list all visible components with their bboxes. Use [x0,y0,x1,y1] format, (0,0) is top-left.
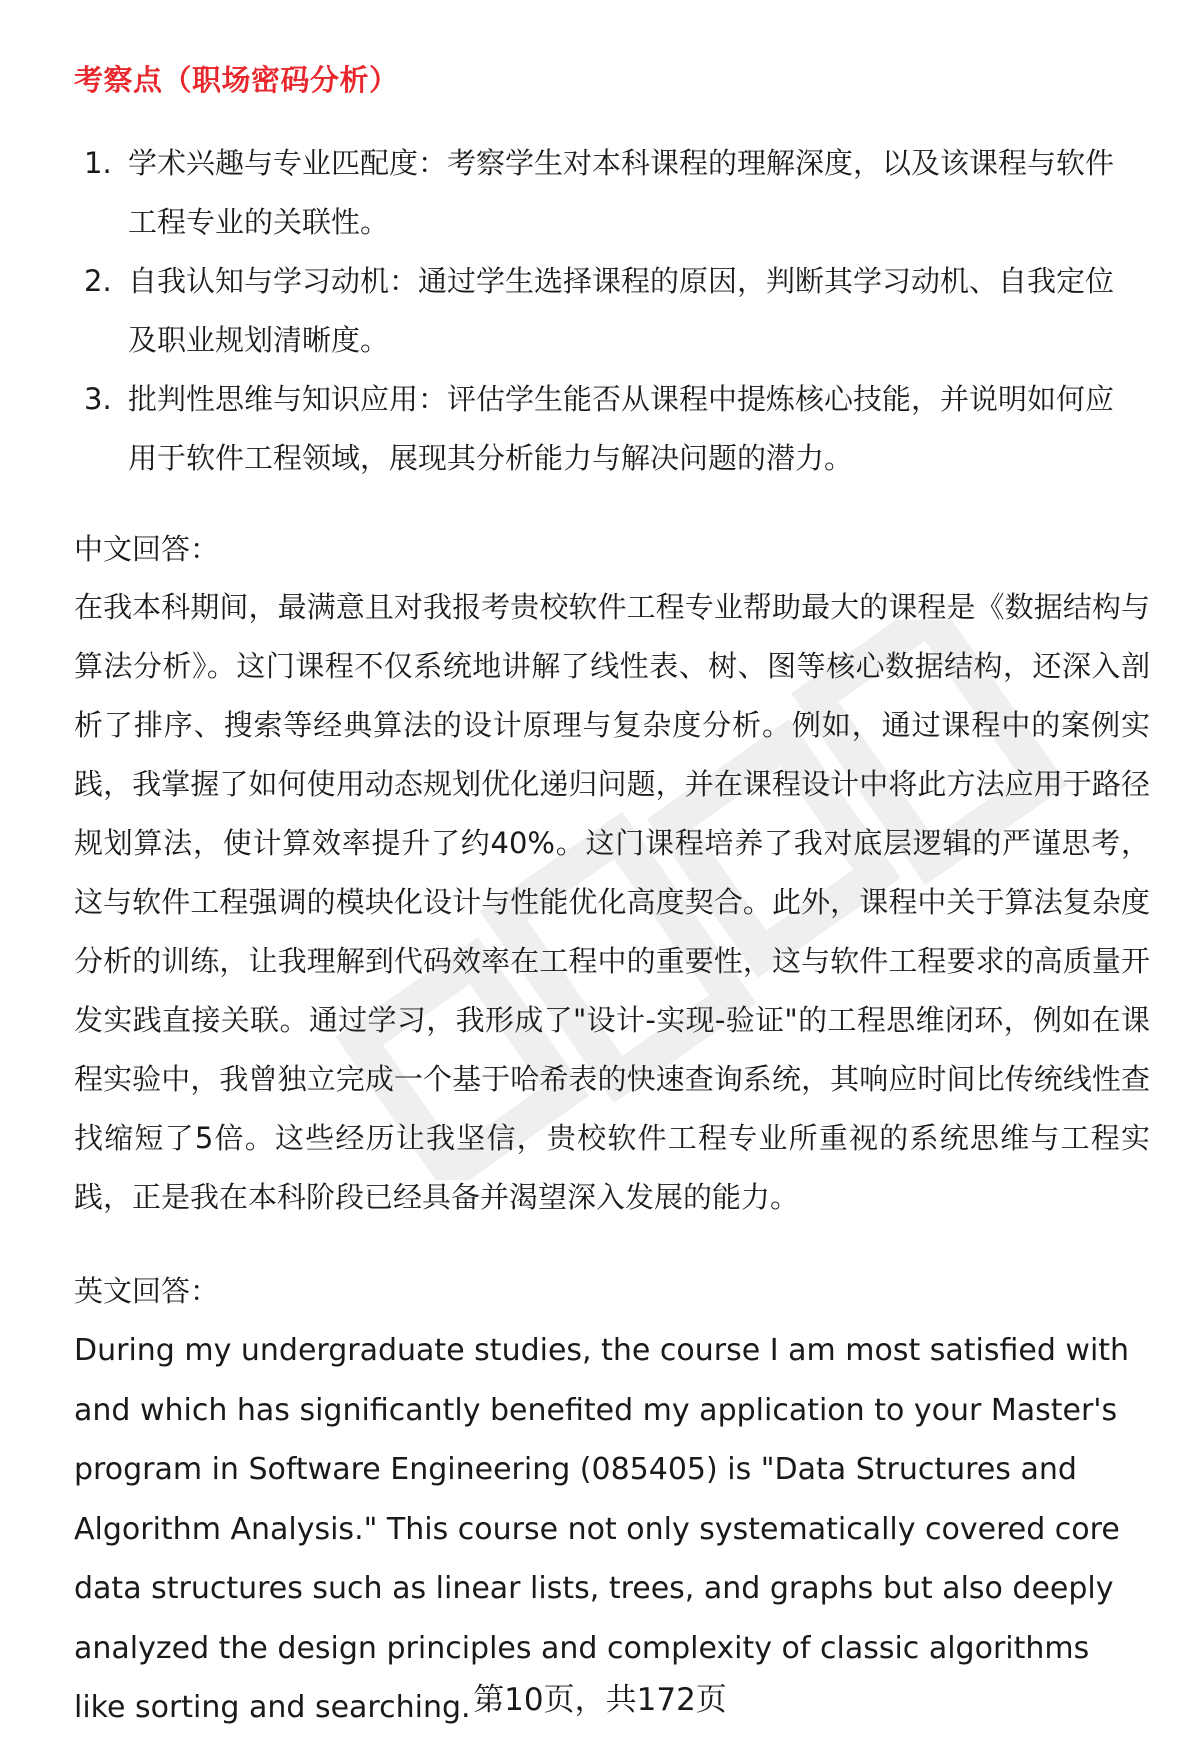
chinese-answer-heading: 中文回答： [74,532,220,566]
english-answer-body: During my undergraduate studies, the course I am most satisfied with and which has significantly benefited my application to your Master's program in Software Engineering (085405) is "Data Structures and Algorithm Analysis." This course not only systematically covered core data structures such as linear lists, trees, and graphs but also deeply analyzed the design principles and complexity of classic algorithms like sorting and searching. [74,1333,1130,1725]
list-number: 2. [84,264,112,298]
list-item [80,134,1140,252]
list-item-text: 自我认知与学习动机：通过学生选择课程的原因，判断其学习动机、自我定位及职业规划清晰度。 [128,264,1115,357]
list-item [80,252,1140,370]
list-item-text: 批判性思维与知识应用：评估学生能否从课程中提炼核心技能，并说明如何应用于软件工程领域，展现其分析能力与解决问题的潜力。 [128,382,1115,475]
list-number: 3. [84,382,112,416]
english-answer-heading: 英文回答： [74,1274,220,1308]
list-number: 1. [84,146,112,180]
list-item [80,370,1140,488]
page-number: 第10页，共172页 [473,1682,727,1718]
assessment-points-list [80,134,1140,488]
list-item-text: 学术兴趣与专业匹配度：考察学生对本科课程的理解深度，以及该课程与软件工程专业的关联性。 [128,146,1115,239]
section-title: 考察点（职场密码分析） [74,63,399,97]
chinese-answer-body: 在我本科期间，最满意且对我报考贵校软件工程专业帮助最大的课程是《数据结构与算法分析》。这门课程不仅系统地讲解了线性表、树、图等核心数据结构，还深入剖析了排序、搜索等经典算法的设计原理与复杂度分析。例如，通过课程中的案例实践，我掌握了如何使用动态规划优化递归问题，并在课程设计中将此方法应用于路径规划算法，使计算效率提升了约40%。这门课程培养了我对底层逻辑的严谨思考，这与软件工程强调的模块化设计与性能优化高度契合。此外，课程中关于算法复杂度分析的训练，让我理解到代码效率在工程中的重要性，这与软件工程要求的高质量开发实践直接关联。通过学习，我形成了"设计-实现-验证"的工程思维闭环，例如在课程实验中，我曾独立完成一个基于哈希表的快速查询系统，其响应时间比传统线性查找缩短了5倍。这些经历让我坚信，贵校软件工程专业所重视的系统思维与工程实践，正是我在本科阶段已经具备并渴望深入发展的能力。 [74,590,1150,1214]
